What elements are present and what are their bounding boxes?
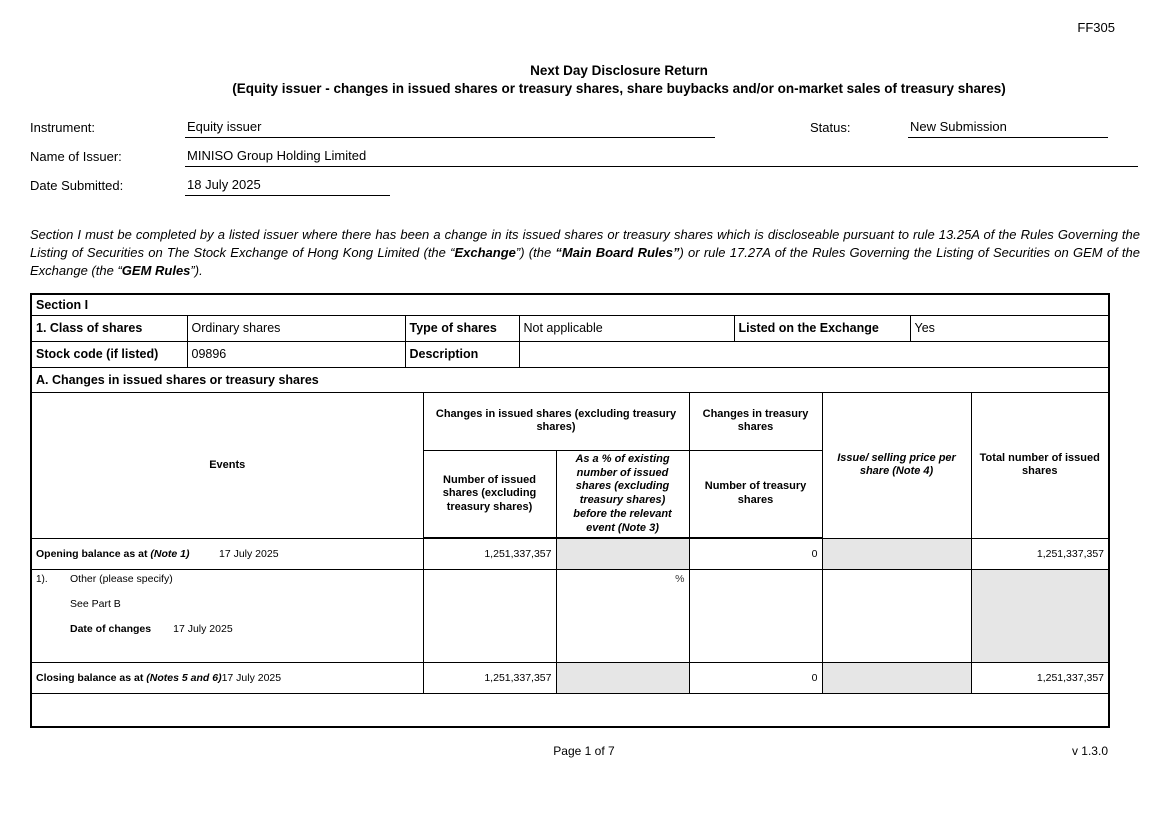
opening-number-treasury: 0 [689,538,822,570]
type-of-shares-label: Type of shares [405,316,519,342]
field-row-date-submitted [30,177,1138,196]
class-of-shares-value: Ordinary shares [187,316,405,342]
empty-bottom-row [32,694,1108,727]
number-treasury-column-header: Number of treasury shares [689,450,822,538]
section1-header: Section I [32,295,1108,316]
page-number: Page 1 of 7 [553,744,615,758]
price-column-header: Issue/ selling price per share (Note 4) [822,393,971,539]
event-total-shares-cell [971,570,1108,663]
version-label: v 1.3.0 [1071,744,1108,758]
closing-total-shares: 1,251,337,357 [971,663,1108,694]
field-row-instrument [30,119,1138,138]
opening-balance-label: Opening balance as at (Note 1) [36,548,190,561]
percent-column-header: As a % of existing number of issued shares (excluding treasury shares) before the relevant event (Note 3) [556,450,689,538]
opening-balance-date: 17 July 2025 [219,548,279,561]
date-of-changes-value: 17 July 2025 [173,623,233,636]
stock-code-label: Stock code (if listed) [32,341,187,367]
opening-total-shares: 1,251,337,357 [971,538,1108,570]
event-date-line [70,623,419,635]
empty-bottom-cell [32,694,1108,727]
intro-text-4: ”). [190,262,203,278]
date-of-changes-label: Date of changes [70,623,152,636]
date-submitted-label: Date Submitted: [30,178,124,194]
part-a-header: A. Changes in issued shares or treasury shares [32,367,1108,393]
event-detail: See Part B [70,598,121,611]
stock-code-value: 09896 [187,341,405,367]
event-percent-cell: % [556,570,689,663]
opening-balance-row [32,538,1108,570]
section1-info-table [32,316,1108,367]
intro-text-1: Section I must be completed by a listed issuer where there has been a change in its issued shares or treasury shares which is discloseable pursuant to rule 13.25A of the Rules Governing the Listing of Securities on The Stock Exchange of Hong Kong Limited (the “ [30,227,1140,261]
instrument-value: Equity issuer [185,119,715,138]
treasury-shares-group-header: Changes in treasury shares [689,393,822,451]
opening-number-issued: 1,251,337,357 [423,538,556,570]
events-column-header: Events [32,393,423,539]
status-value: New Submission [908,119,1108,138]
header-fields [30,119,1138,196]
opening-price-cell [822,538,971,570]
closing-number-treasury: 0 [689,663,822,694]
status-label: Status: [810,120,851,136]
page-subtitle: (Equity issuer - changes in issued shares or treasury shares, share buybacks and/or on-market sales of treasury shares) [232,80,1006,96]
event-other-line1 [36,573,419,585]
event-number-issued-cell [423,570,556,663]
opening-balance-note: (Note 1) [150,548,190,561]
issued-shares-group-header: Changes in issued shares (excluding treasury shares) [423,393,689,451]
closing-balance-event-cell [32,663,423,694]
instrument-label: Instrument: [30,120,96,136]
intro-bold-gem-rules: GEM Rules [121,262,191,278]
type-of-shares-value: Not applicable [519,316,734,342]
closing-balance-row [32,663,1108,694]
number-issued-column-header: Number of issued shares (excluding treasury shares) [423,450,556,538]
field-row-issuer [30,148,1138,167]
intro-bold-main-board-rules: “Main Board Rules” [555,245,680,261]
description-value [519,341,1108,367]
class-of-shares-label: 1. Class of shares [32,316,187,342]
class-of-shares-row [32,316,1108,342]
intro-bold-exchange: Exchange [454,245,516,261]
intro-text-2: ”) (the [515,245,556,261]
form-code: FF305 [1077,20,1115,35]
changes-table [32,393,1108,727]
total-shares-column-header: Total number of issued shares [971,393,1108,539]
closing-balance-note: (Notes 5 and 6) [146,672,222,685]
issuer-label: Name of Issuer: [30,149,122,165]
page-title: Next Day Disclosure Return [530,63,708,78]
date-submitted-value: 18 July 2025 [185,177,390,196]
closing-price-cell [822,663,971,694]
intro-text-3: ) or rule 17.27A of the Rules Governing the Listing of Securities on GEM of the Exchange (the “ [30,245,1140,278]
closing-number-issued: 1,251,337,357 [423,663,556,694]
event-index: 1). [36,574,48,586]
opening-balance-event-cell [32,538,423,570]
event-other-cell [32,570,423,663]
changes-table-group-header-row [32,393,1108,451]
issuer-value: MINISO Group Holding Limited [185,148,1138,167]
event-price-cell [822,570,971,663]
description-label: Description [405,341,519,367]
event-other-row [32,570,1108,663]
closing-percent-cell [556,663,689,694]
listed-on-exchange-value: Yes [910,316,1108,342]
event-number-treasury-cell [689,570,822,663]
section1-container [30,293,1110,729]
closing-balance-date: 17 July 2025 [221,672,282,685]
closing-balance-label: Closing balance as at (Notes 5 and 6) [36,672,222,685]
event-name: Other (please specify) [70,573,173,586]
listed-on-exchange-label: Listed on the Exchange [734,316,910,342]
title-block [0,0,1168,97]
stock-code-row [32,341,1108,367]
opening-percent-cell [556,538,689,570]
intro-paragraph [30,226,1140,280]
